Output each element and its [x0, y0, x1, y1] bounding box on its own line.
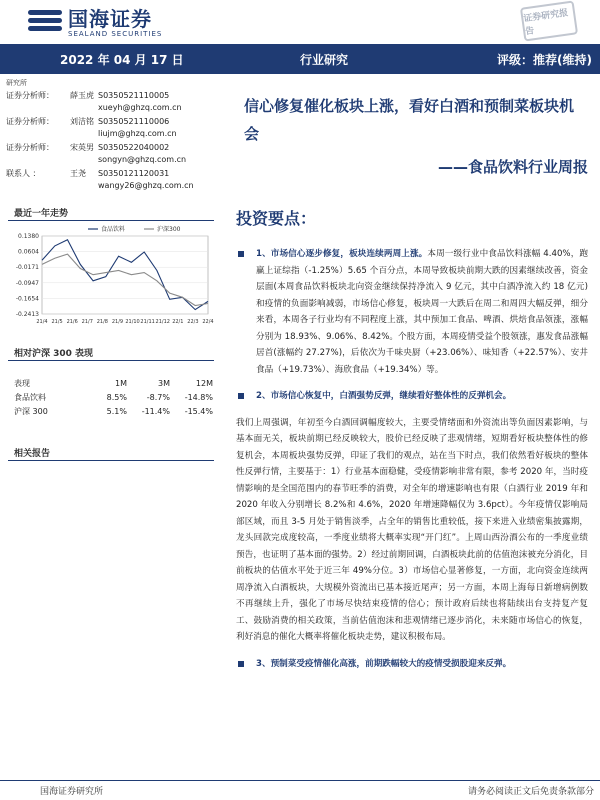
analyst-email[interactable]: songyn@ghzq.com.cn: [98, 155, 187, 164]
analyst-role: 联系人 ：: [6, 169, 41, 178]
analyst-entry: [6, 142, 216, 166]
perf-cell: 5.1%: [106, 406, 127, 416]
report-date: 2022 年 04 月 17 日: [60, 52, 184, 67]
related-divider: [8, 460, 214, 461]
analyst-name: 王尧: [70, 169, 86, 178]
square-bullet-icon: [238, 393, 244, 399]
y-tick-label: 0.0604: [18, 248, 39, 256]
perf-header: 表现: [14, 378, 30, 388]
footer-divider: [0, 780, 600, 781]
report-stamp-icon: [520, 0, 578, 41]
key-point-heading: 1、市场信心逐步修复，板块连续两周上涨。: [256, 249, 428, 259]
x-tick-label: 21/12: [155, 319, 170, 325]
key-point-body: 我们上周强调，年初至今白酒回调幅度较大，主要受情绪面和外资流出等负面因素影响，与基本面无关，板块前期已经反映较大，股价已经反映了悲观情绪，短期看好板块整体性的修复机会，本周板块强势反弹，印证了我们的观点，站在当下时点，我们依然看好板块的整体性反弹行情，主要基于：1）行业基本面稳健，受疫情影响非常有限，参考 2020 年，当时疫情影响的是全国范围内的春节旺季的消费，对全年的增速影响也有限（白酒行业 2019 年和 2020 年收入分别增长 8.2%和 4.6%，2020 年增速降幅仅为 3.6pct）。今年疫情仅影响局部区域，而且 3-5 月处于销售淡季，占全年的销售比重较低，接下来进入业绩密集披露期，龙头回款完成度较高，一季度业绩将大概率实现“开门红”。上周山西汾酒公布的一季度业绩预告，也证明了基本面的强势。2）经过前期回调，白酒板块此前的估值泡沫被充分消化，目前板块的估值水平处于近三年 49%分位。3）市场信心显著修复，一方面，北向资金连续两周净流入白酒板块，大规模外资流出已基本接近尾声；另一方面，本周上海每日新增病例数不再继续上升，强化了市场尽快结束疫情的信心；预计政府后续也将陆续出台支持复产复工、鼓励消费的相关政策，当前估值泡沫和悲观情绪已逐步消化，未来随市场信心的恢复，利好消息的催化大概率将催化板块走势，建议积极布局。: [236, 417, 588, 642]
analyst-cert: S0350121120031: [98, 169, 170, 178]
analyst-role: 证券分析师：: [6, 117, 54, 126]
perf-cell: 食品饮料: [14, 392, 46, 402]
square-bullet-icon: [238, 661, 244, 667]
analyst-email[interactable]: liujm@ghzq.com.cn: [98, 129, 177, 138]
stamp-text: 证券研究报告: [522, 8, 569, 38]
report-type: 行业研究: [300, 52, 349, 67]
related-title: 相关报告: [14, 449, 51, 459]
square-bullet-icon: [238, 251, 244, 257]
y-tick-label: -0.0947: [15, 279, 39, 287]
y-tick-label: -0.2413: [15, 311, 39, 318]
analyst-name: 薛玉虎: [70, 91, 94, 100]
analyst-role: 证券分析师：: [6, 143, 54, 152]
key-point-body: 本周一级行业中食品饮料涨幅 4.40%，跑赢上证综指（-1.25%）5.65 个百分点，本周导致板块前期大跌的因素继续改善，资金层面(本周食品饮料板块北向资金继续保持净流入 9 亿元，其中白酒净流入约 18 亿元)和疫情的负面影响减弱，市场信心修复，板块周一大跌后在周二和周四大幅反弹，细分来看，本周各子行业均有不同程度上涨，其中预加工食品、啤酒、烘焙食品领涨，涨幅分别为 18.93%、9.06%、8.42%。个股方面，本周疫情受益个股领涨，惠发食品涨幅居首(涨幅约 27.27%)，后依次为千味央厨（+23.06%）、味知香（+22.57%）、安井食品（+19.73%）、海欣食品（+19.34%）等。: [256, 249, 588, 375]
analyst-sidebar: [6, 78, 216, 192]
key-point-heading: 3、预制菜受疫情催化高涨，前期跌幅较大的疫情受损股迎来反弹。: [256, 658, 512, 669]
perf-cell: 8.5%: [106, 392, 127, 402]
key-point: [236, 388, 588, 405]
key-point: [236, 246, 588, 378]
x-tick-label: 22/3: [187, 319, 199, 325]
key-point: [236, 656, 588, 673]
perf-title: 相对沪深 300 表现: [14, 349, 94, 359]
analyst-name: 宋英男: [70, 143, 94, 152]
y-tick-label: -0.0171: [15, 264, 39, 272]
perf-cell: -15.4%: [184, 406, 213, 416]
body-content: [236, 246, 588, 682]
x-tick-label: 21/7: [81, 319, 93, 325]
perf-divider: [8, 360, 214, 361]
trend-title: 最近一年走势: [14, 209, 69, 219]
analyst-name: 刘洁铭: [70, 117, 94, 126]
footer-disclaimer: 请务必阅读正文后免责条款部分: [467, 787, 594, 797]
x-tick-label: 21/10: [125, 319, 140, 325]
x-tick-label: 22/1: [172, 319, 184, 325]
y-tick-label: 0.1380: [18, 233, 39, 240]
page-subtitle: ——食品饮料行业周报: [437, 158, 588, 176]
x-tick-label: 21/8: [96, 319, 108, 325]
perf-cell: -11.4%: [141, 406, 170, 416]
analyst-cert: S0350521110005: [98, 91, 170, 100]
header-bar: [0, 44, 600, 74]
brand-logo: [28, 6, 162, 40]
trend-chart: [8, 222, 214, 334]
x-tick-label: 21/4: [36, 319, 48, 325]
table-row: [14, 390, 214, 404]
brand-name-en: SEALAND SECURITIES: [68, 29, 163, 38]
analyst-cert: S0350522040002: [98, 143, 170, 152]
x-tick-label: 21/9: [111, 319, 124, 325]
chart-frame: [42, 236, 208, 314]
trend-divider: [8, 220, 214, 221]
perf-cell: -8.7%: [146, 392, 170, 402]
key-points-title: 投资要点：: [236, 209, 317, 228]
brand-name-cn: 国海证券: [68, 6, 152, 31]
perf-header: 12M: [195, 378, 213, 388]
analyst-entry: [6, 90, 216, 114]
research-label: 研究所: [6, 79, 27, 87]
logo-mark-icon: [28, 8, 62, 38]
analyst-role: 证券分析师：: [6, 91, 54, 100]
perf-header: 1M: [115, 378, 127, 388]
perf-table: [14, 376, 214, 418]
perf-cell: -14.8%: [184, 392, 213, 402]
x-tick-label: 22/4: [202, 319, 214, 325]
analyst-email[interactable]: xueyh@ghzq.com.cn: [98, 103, 182, 112]
perf-header-row: [14, 376, 214, 390]
legend-label: 沪深300: [157, 226, 181, 233]
x-tick-label: 21/11: [140, 319, 155, 325]
report-rating: 评级：推荐(维持): [497, 52, 592, 67]
trend-chart-svg: [8, 222, 214, 334]
title-block: [236, 92, 588, 177]
analyst-cert: S0350521110006: [98, 117, 170, 126]
table-row: [14, 404, 214, 418]
perf-cell: 沪深 300: [14, 406, 48, 416]
x-tick-label: 21/5: [51, 319, 63, 325]
legend-label: 食品饮料: [101, 226, 126, 233]
x-tick-label: 21/6: [66, 319, 78, 325]
page-title: 信心修复催化板块上涨，看好白酒和预制菜板块机会: [244, 97, 575, 143]
analyst-email[interactable]: wangy26@ghzq.com.cn: [98, 181, 194, 190]
series-line-csi300: [42, 254, 208, 305]
y-tick-label: -0.1654: [15, 295, 39, 303]
footer-org: 国海证券研究所: [40, 787, 104, 797]
key-point-heading: 2、市场信心恢复中，白酒强势反弹，继续看好整体性的反弹机会。: [256, 391, 512, 401]
series-line-food-beverage: [42, 240, 208, 310]
analyst-entry: [6, 116, 216, 140]
analyst-entry: [6, 168, 216, 192]
perf-header: 3M: [158, 378, 170, 388]
